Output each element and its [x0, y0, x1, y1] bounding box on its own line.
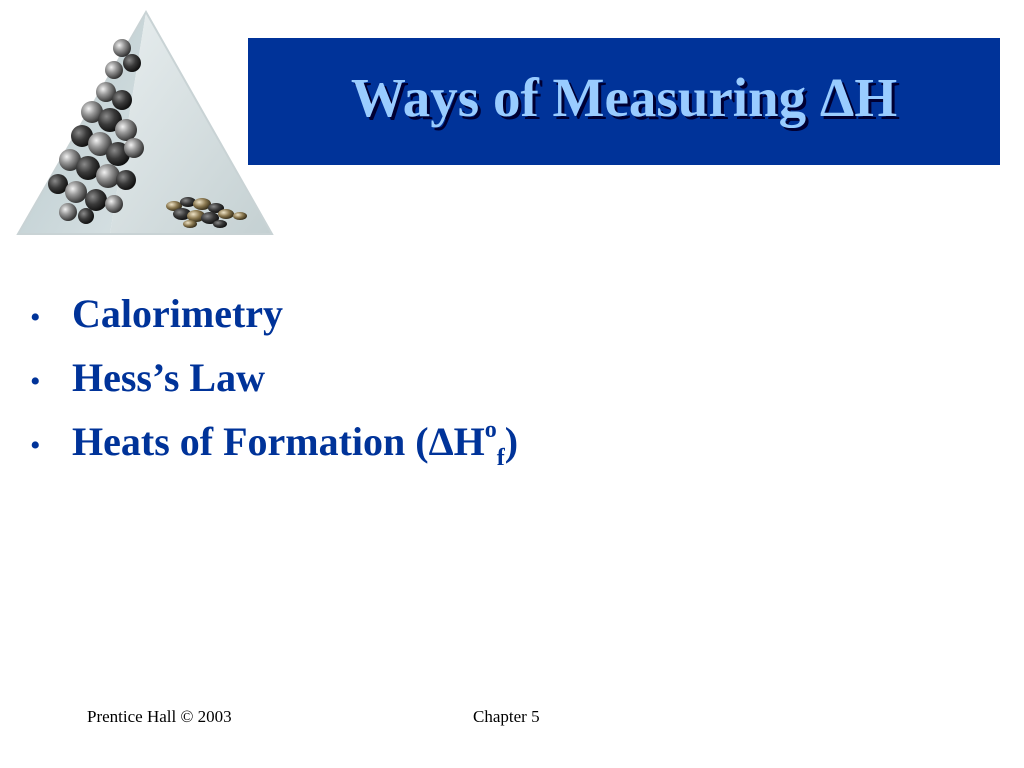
footer-chapter: Chapter 5 — [473, 707, 540, 726]
list-item — [28, 354, 518, 418]
bullet-marker: • — [30, 301, 41, 334]
closing-paren: ) — [504, 419, 519, 464]
list-item — [28, 290, 518, 354]
footer-copyright: Prentice Hall © 2003 — [87, 707, 232, 726]
bullet-marker: • — [30, 429, 41, 462]
molecule-pyramid-icon — [14, 8, 278, 240]
bullet-list — [28, 290, 518, 482]
delta-symbol: Δ — [428, 419, 454, 464]
enthalpy-symbol: H — [453, 419, 485, 464]
bullet-text-formula — [72, 417, 519, 471]
bullet-marker: • — [30, 365, 41, 398]
title-banner — [248, 38, 1000, 165]
slide-title — [350, 67, 898, 128]
bullet-text: Calorimetry — [72, 291, 284, 336]
bullet-text: Hess’s Law — [72, 355, 265, 400]
standard-state-superscript: o — [484, 417, 497, 443]
title-text-after: H — [854, 67, 898, 128]
formation-subscript: f — [496, 445, 505, 471]
title-text-before: Ways of Measuring — [350, 67, 820, 128]
list-item — [28, 418, 518, 482]
bullet-text: Heats of Formation ( — [72, 419, 429, 464]
title-delta-symbol: Δ — [819, 67, 855, 128]
